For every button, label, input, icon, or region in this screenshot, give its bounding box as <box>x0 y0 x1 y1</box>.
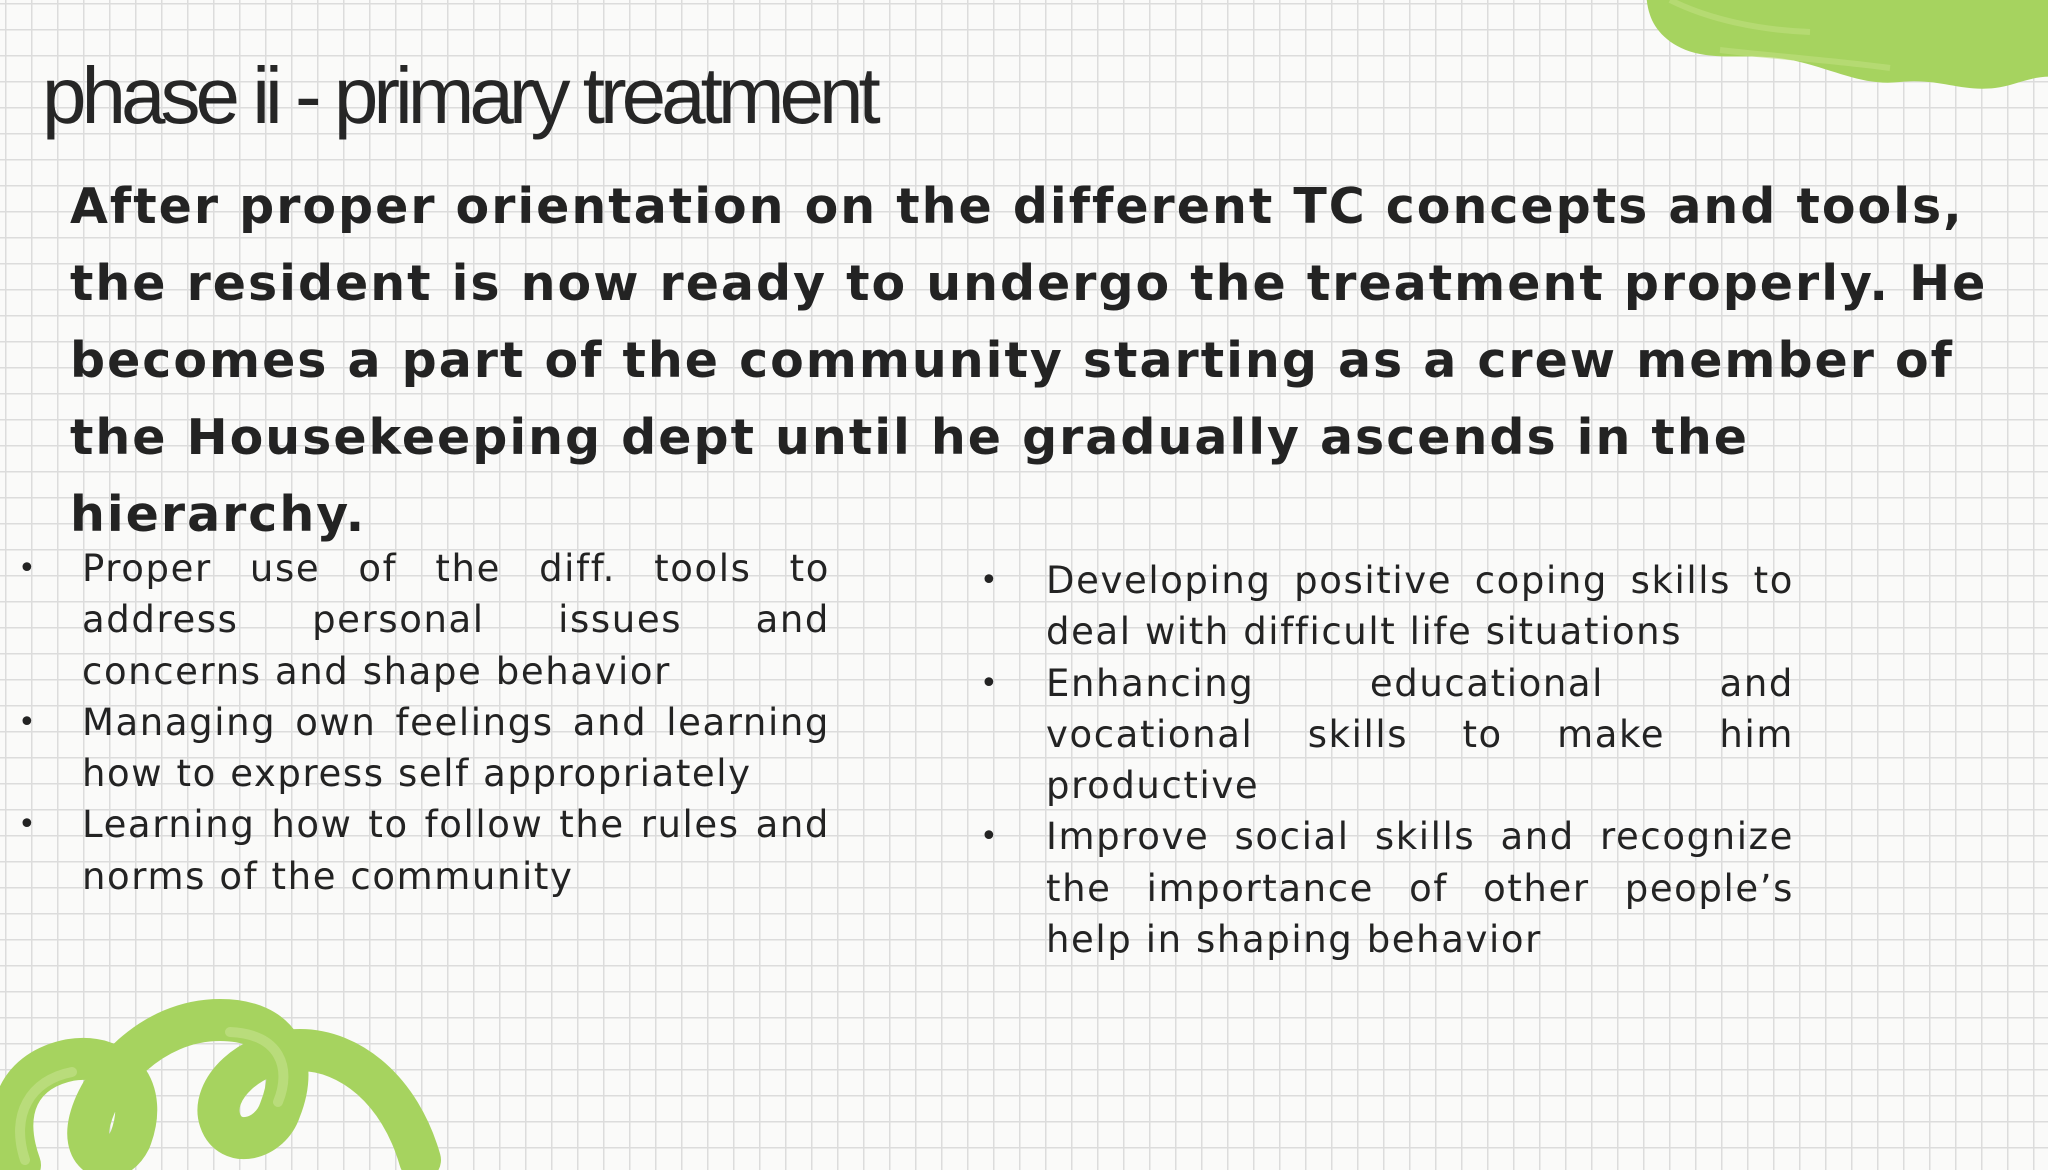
list-item <box>980 658 1794 812</box>
slide-title: phase ii - primary treatment <box>42 51 876 140</box>
green-paint-blob <box>1600 0 2048 135</box>
bullet-icon: • <box>980 819 1000 855</box>
left-bullet-list <box>18 543 830 902</box>
bullet-icon: • <box>980 665 1000 701</box>
list-item-text: Developing positive coping skills to deal with difficult life situations <box>1046 559 1794 654</box>
list-item <box>18 799 830 902</box>
list-item-text: Managing own feelings and learning how to express self appropriately <box>82 700 830 796</box>
bullet-icon: • <box>18 807 38 843</box>
green-crayon-scribble <box>0 990 450 1170</box>
intro-paragraph: After proper orientation on the different TC concepts and tools, the resident is now ready to undergo the treatment properly. He becomes a part of the community starting as a crew member of the Housekeeping dept until he gradually ascends in the hierarchy. <box>70 178 1988 543</box>
bullet-icon: • <box>18 704 38 740</box>
list-item-text: Enhancing educational and vocational skills to make him productive <box>1046 661 1794 808</box>
list-item <box>980 811 1794 965</box>
list-item-text: Proper use of the diff. tools to address personal issues and concerns and shape behavior <box>82 547 830 693</box>
list-item-text: Learning how to follow the rules and norms of the community <box>82 803 830 898</box>
right-bullet-list <box>980 555 1794 965</box>
list-item <box>980 555 1794 658</box>
list-item <box>18 543 830 697</box>
bullet-icon: • <box>18 551 38 586</box>
bullet-icon: • <box>980 563 1000 598</box>
list-item-text: Improve social skills and recognize the importance of other people’s help in shaping behavior <box>1046 815 1794 962</box>
list-item <box>18 697 830 800</box>
